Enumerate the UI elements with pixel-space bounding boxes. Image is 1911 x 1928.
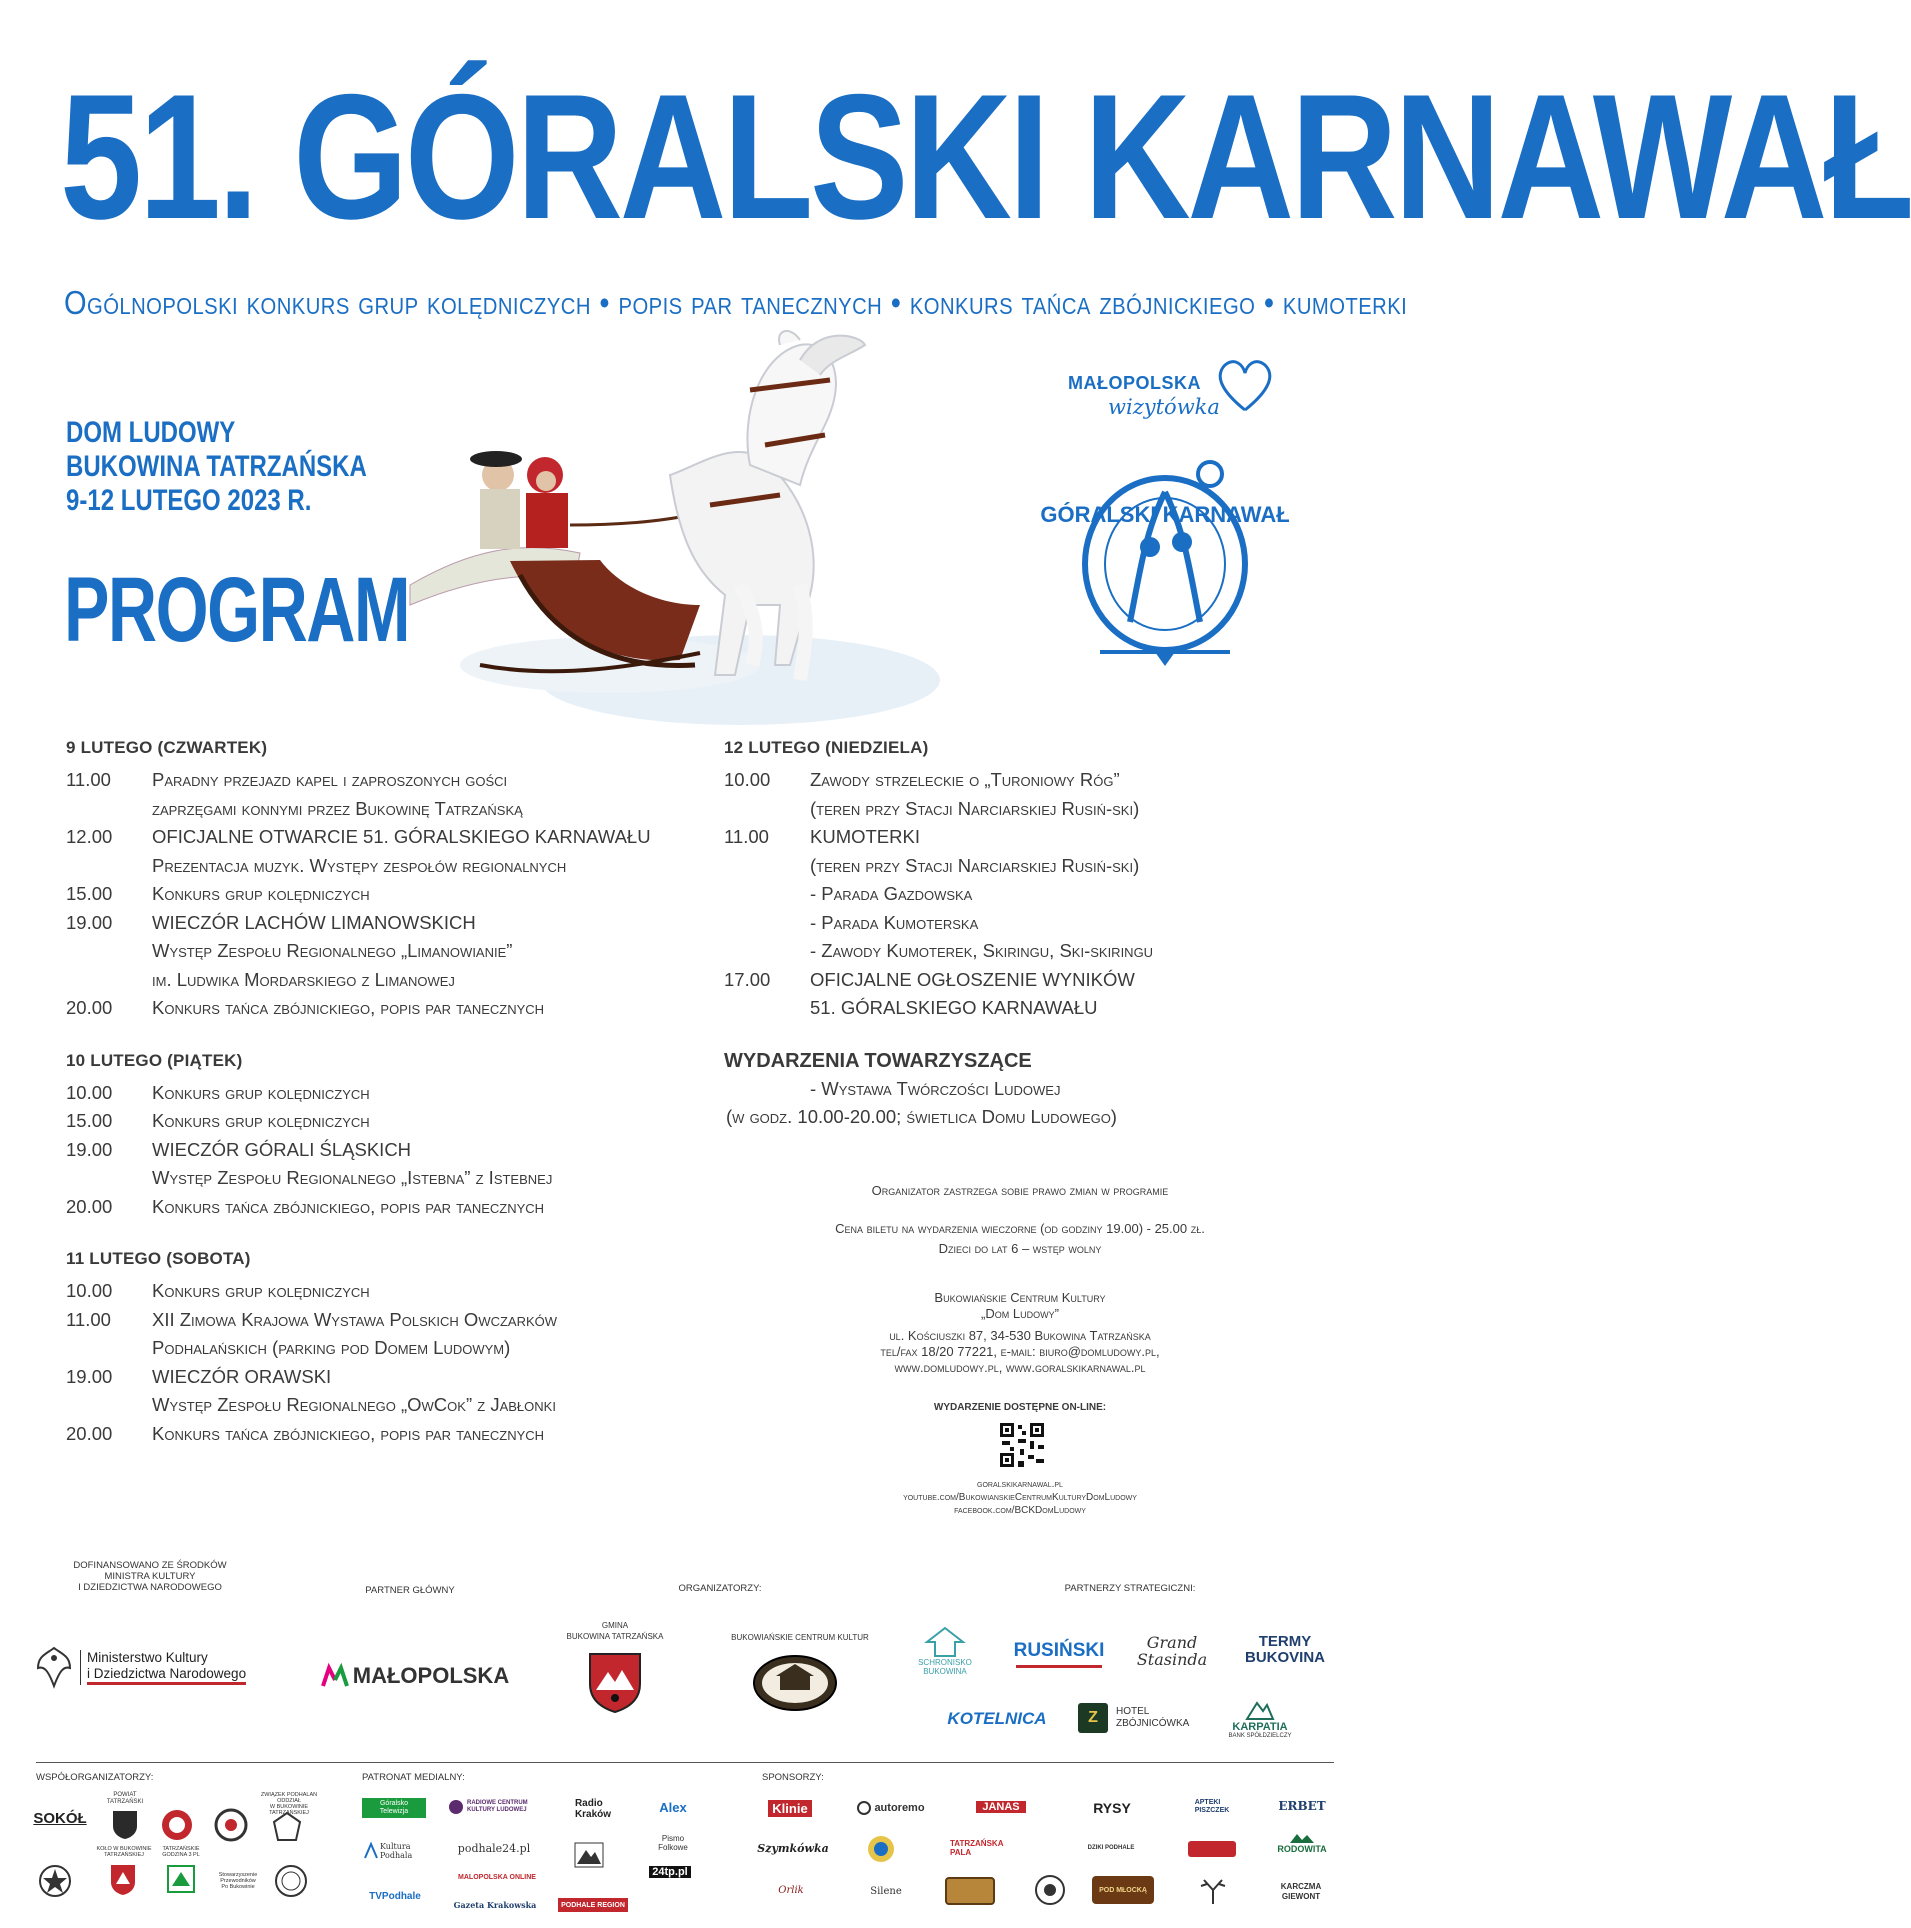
karpatia-sub-text: BANK SPÓŁDZIELCZY — [1228, 1733, 1292, 1739]
schedule-event: OFICJALNE OGŁOSZENIE WYNIKÓW 51. GÓRALSKIEGO KARNAWAŁU — [810, 968, 1135, 1018]
circle-emblem-icon — [274, 1864, 308, 1898]
schedule-time: 17.00 — [724, 968, 771, 990]
qr-code-icon[interactable] — [998, 1421, 1046, 1469]
podhale24-text: podhale24.pl — [457, 1841, 531, 1855]
alex-radio-logo — [640, 1798, 706, 1816]
tatrzanskie-text: TATRZAŃSKIE GODZINA 3 PL — [162, 1846, 200, 1858]
venue-line1: DOM LUDOWY — [66, 416, 236, 449]
schedule-time: 11.00 — [66, 769, 111, 790]
podhale-region-text: PODHALE REGION — [561, 1901, 625, 1909]
apteki-piszczek-logo — [1184, 1792, 1240, 1822]
24tp-logo — [648, 1864, 692, 1880]
schedule-event: WIECZÓR ORAWSKI Występ Zespołu Regionalnego „OwCok” z Jabłonki — [152, 1365, 556, 1415]
hotel-zbojnicowka-text: HOTEL ZBÓJNICÓWKA — [1116, 1706, 1190, 1729]
powiat-crest-icon — [112, 1810, 138, 1840]
kultura-text: Kultura Podhala — [380, 1842, 413, 1860]
schronisko-text: SCHRONISKO BUKOWINA — [918, 1658, 972, 1676]
organizers-label: ORGANIZATORZY: — [678, 1583, 762, 1594]
pod-mlocka-logo — [1092, 1876, 1154, 1904]
grand-stasinda-text: Grand Stasinda — [1136, 1633, 1208, 1669]
gmina-label: GMINA BUKOWINA TATRZAŃSKA — [566, 1621, 664, 1641]
schedule-time: 12.00 — [66, 826, 113, 847]
schedule-time: 10.00 — [66, 1081, 113, 1103]
ministry-name-line1: Ministerstwo Kultury — [87, 1649, 208, 1665]
kolo-text: KOŁO W BUKOWINIE TATRZAŃSKIEJ — [96, 1846, 152, 1858]
schronisko-icon — [925, 1626, 965, 1658]
termy-bukovina-logo — [1240, 1630, 1330, 1670]
ministry-logo — [34, 1642, 254, 1692]
schedule-row — [66, 1306, 706, 1363]
day-block-12 — [724, 738, 1314, 1023]
goralsko-tv-logo — [362, 1798, 426, 1818]
malopolska-main-logo-text: MAŁOPOLSKA — [352, 1663, 510, 1688]
schedule-time: 10.00 — [66, 1280, 113, 1301]
day-block-10 — [66, 1051, 706, 1222]
erbet-logo — [1274, 1796, 1330, 1816]
autoremo-logo — [850, 1798, 932, 1818]
schedule-time: 19.00 — [66, 1138, 113, 1160]
schedule-time: 20.00 — [66, 997, 113, 1018]
kotelnica-logo — [947, 1704, 1047, 1734]
gk-logo-text: GÓRALSKI KARNAWAŁ — [1040, 502, 1290, 527]
red-sponsor-icon — [1188, 1841, 1236, 1857]
schedule-event: Zawody strzeleckie o „Turoniowy Róg” (teren przy Stacji Narciarskiej Rusiń-ski) — [810, 769, 1140, 819]
schedule-row — [66, 1079, 706, 1108]
tvpodhale-logo — [362, 1886, 428, 1906]
goralsko-text: Góralsko Telewizja — [379, 1800, 409, 1815]
schedule-time: 19.00 — [66, 911, 113, 933]
autoremo-icon — [857, 1801, 871, 1815]
radio-krakow-text: Radio Kraków — [574, 1798, 612, 1820]
grand-stasinda-logo — [1132, 1628, 1212, 1674]
tatrzanska-pala-logo — [950, 1840, 1026, 1856]
day-title-9: 9 LUTEGO (CZWARTEK) — [66, 738, 268, 757]
malopolska-wizytowka-logo — [1060, 355, 1280, 425]
szymkowka-logo — [758, 1836, 828, 1860]
strategic-partners-label: PARTNERZY STRATEGICZNI: — [1064, 1583, 1196, 1594]
malopolska-logo-line1: MAŁOPOLSKA — [1068, 373, 1201, 393]
red-sponsor-logo — [1184, 1840, 1240, 1858]
termy-text: TERMY BUKOVINA — [1244, 1633, 1325, 1666]
giewont-text: KARCZMA GIEWONT — [1280, 1882, 1322, 1901]
online-link-site[interactable]: goralskikarnawal.pl — [977, 1479, 1063, 1490]
day-title-11: 11 LUTEGO (SOBOTA) — [66, 1249, 251, 1268]
sokol-text: SOKÓŁ — [33, 1809, 87, 1827]
main-partner-label: PARTNER GŁÓWNY — [365, 1585, 455, 1596]
bck-label: BUKOWIAŃSKIE CENTRUM KULTUR — [731, 1633, 869, 1642]
schedule-time: 19.00 — [66, 1365, 113, 1387]
alex-text: Alex — [659, 1799, 687, 1815]
sponsors-label: SPONSORZY: — [762, 1772, 824, 1783]
schedule-row — [66, 1107, 706, 1136]
janas-logo — [968, 1798, 1034, 1816]
szymkowka-text: Szymkówka — [757, 1841, 829, 1855]
venue-dates: 9-12 LUTEGO 2023 R. — [66, 484, 312, 517]
schedule-left-column — [66, 738, 706, 1448]
kotelnica-text: KOTELNICA — [947, 1709, 1047, 1728]
malopolska-m-icon — [321, 1664, 349, 1688]
erbet-text: ERBET — [1278, 1799, 1326, 1813]
schedule-row — [66, 1363, 706, 1420]
24tp-text: 24tp.pl — [649, 1866, 690, 1878]
karpatia-mountain-icon — [1245, 1697, 1275, 1721]
radio-krakow-logo — [570, 1794, 616, 1824]
schedule-row — [66, 1277, 706, 1306]
kultura-podhala-logo — [364, 1836, 424, 1866]
kids-free-text: Dzieci do lat 6 – wstęp wolny — [938, 1241, 1102, 1256]
venue-line2: BUKOWINA TATRZAŃSKA — [66, 450, 367, 483]
malopolskaonline-text: MALOPOLSKA ONLINE — [458, 1873, 536, 1881]
tvp-text: TVPodhale — [369, 1890, 421, 1902]
schedule-event: Konkurs tańca zbójnickiego, popis par tanecznych — [152, 997, 545, 1018]
wooden-sign-icon — [944, 1876, 996, 1906]
goralski-karnawal-logo — [1040, 452, 1290, 668]
program-heading: PROGRAM — [64, 559, 410, 661]
ticket-price-text: Cena biletu na wydarzenia wieczorne (od godziny 19.00) - 25.00 zł. — [835, 1221, 1205, 1236]
schedule-row — [66, 880, 706, 909]
malopolska-main-logo — [320, 1658, 510, 1694]
media-patrons-label: PATRONAT MEDIALNY: — [362, 1772, 465, 1783]
day-title-10: 10 LUTEGO (PIĄTEK) — [66, 1050, 243, 1070]
horse-sleigh-illustration — [380, 335, 940, 755]
online-link-facebook[interactable]: facebook.com/BCKDomLudowy — [954, 1505, 1086, 1516]
kultura-icon — [364, 1843, 378, 1859]
zwiazek-text: ZWIĄZEK PODHALAN ODDZIAŁ W BUKOWINIE TATRZAŃSKIEJ — [260, 1792, 318, 1816]
schedule-row — [66, 1136, 706, 1193]
sokol-logo — [34, 1804, 86, 1832]
schedule-time: 15.00 — [66, 883, 113, 904]
podhale-mountain-icon — [574, 1842, 604, 1868]
eagle-icon — [34, 1644, 74, 1690]
online-label: WYDARZENIE DOSTĘPNE ON-LINE: — [933, 1402, 1107, 1413]
antler-icon — [1196, 1876, 1230, 1906]
schedule-time: 20.00 — [66, 1195, 113, 1217]
klinie-text: Klinie — [768, 1800, 811, 1817]
malopolska-logo-line2: wizytówka — [1108, 395, 1220, 419]
schedule-row — [66, 994, 706, 1023]
malopolskaonline-logo — [454, 1870, 540, 1884]
schedule-time: 11.00 — [66, 1308, 111, 1330]
rysy-logo — [1076, 1798, 1148, 1818]
organizer-name: Bukowiańskie Centrum Kultury — [934, 1290, 1106, 1305]
zwiazek-crest-icon — [272, 1812, 302, 1842]
bck-dom-ludowy-logo — [752, 1654, 838, 1712]
rusinski-logo — [1013, 1636, 1105, 1668]
funded-label: DOFINANSOWANO ZE ŚRODKÓW MINISTRA KULTURY I DZIEDZICTWA NARODOWEGO — [73, 1560, 227, 1593]
schedule-right-column — [724, 738, 1314, 1023]
schedule-time: 20.00 — [66, 1422, 113, 1444]
schedule-event: Konkurs tańca zbójnickiego, popis par tanecznych — [152, 1195, 545, 1217]
side-events-title: WYDARZENIA TOWARZYSZĄCE — [724, 1050, 1032, 1072]
zbojnicowka-z-icon: Z — [1078, 1703, 1108, 1733]
schedule-event: KUMOTERKI (teren przy Stacji Narciarskiej Rusiń-ski) - Parada Gazdowska - Parada Kumoterska - Zawody Kumoterek, Skiringu, Ski-skiringu — [810, 826, 1154, 961]
ministry-name-line2: i Dziedzictwa Narodowego — [87, 1666, 246, 1685]
apteki-text: APTEKI PISZCZEK — [1194, 1799, 1230, 1814]
schedule-row — [66, 766, 706, 823]
schedule-event: Konkurs grup kolędniczych — [152, 1081, 370, 1103]
rck-icon — [448, 1799, 464, 1815]
schedule-row — [724, 966, 1314, 1023]
schedule-row — [66, 823, 706, 880]
schedule-event: Konkurs grup kolędniczych — [152, 1280, 370, 1301]
side-event-item: - Wystawa Twórczości Ludowej — [810, 1078, 1061, 1099]
side-event-hours: (w godz. 10.00-20.00; świetlica Domu Ludowego) — [726, 1106, 1117, 1127]
kolo-crest-icon — [110, 1864, 136, 1896]
coorganizers-label: WSPÓŁORGANIZATORZY: — [36, 1772, 154, 1783]
schedule-row — [724, 823, 1314, 966]
dziki-podhale-logo — [1080, 1838, 1142, 1858]
schedule-event: OFICJALNE OTWARCIE 51. GÓRALSKIEGO KARNAWAŁU Prezentacja muzyk. Występy zespołów regionalnych — [152, 826, 651, 876]
janas-text: JANAS — [976, 1801, 1025, 1813]
radiowe-centrum-logo — [448, 1794, 538, 1820]
colorful-badge-icon — [866, 1834, 896, 1864]
schedule-row — [724, 766, 1314, 823]
venue-block — [66, 416, 367, 518]
orlik-logo — [758, 1880, 824, 1900]
schedule-event: Konkurs grup kolędniczych — [152, 1110, 370, 1131]
karczma-giewont-logo — [1264, 1876, 1338, 1908]
schedule-time: 11.00 — [724, 826, 769, 847]
schedule-row — [66, 1193, 706, 1222]
gazeta-text: Gazeta Krakowska — [453, 1900, 537, 1910]
radiowe-text: RADIOWE CENTRUM KULTURY LUDOWEJ — [467, 1800, 528, 1813]
rodowita-icon — [1288, 1832, 1316, 1844]
karpatia-text: KARPATIA — [1232, 1721, 1288, 1733]
rodowita-logo — [1272, 1828, 1332, 1858]
schedule-row — [66, 1420, 706, 1449]
silene-logo — [856, 1880, 916, 1902]
heart-icon — [1210, 355, 1280, 415]
schedule-event: Paradny przejazd kapel i zaproszonych gości zaprzęgami konnymi przez Bukowinę Tatrzańską — [152, 769, 523, 819]
schedule-time: 10.00 — [724, 769, 771, 790]
day-block-11 — [66, 1249, 706, 1448]
podhale-region-logo — [558, 1898, 628, 1912]
event-title: 51. GÓRALSKI KARNAWAŁ — [60, 57, 1911, 256]
schedule-time: 15.00 — [66, 1110, 113, 1131]
dzikipodhale-text: DZIKI PODHALE — [1087, 1845, 1135, 1851]
karpatia-logo — [1222, 1690, 1298, 1746]
pod-mlocka-text: POD MŁOCKĄ — [1099, 1886, 1147, 1894]
online-link-youtube[interactable]: youtube.com/BukowianskieCentrumKulturyDomLudowy — [903, 1492, 1137, 1503]
orlik-text: Orlik — [778, 1884, 804, 1896]
organizer-address: ul. Kościuszki 87, 34-530 Bukowina Tatrzańska — [889, 1328, 1151, 1343]
disclaimer-text: Organizator zastrzega sobie prawo zmian w programie — [871, 1183, 1169, 1198]
day-block-9 — [66, 738, 706, 1023]
rodowita-text: RODOWITA — [1277, 1844, 1327, 1854]
rysy-text: RYSY — [1093, 1800, 1131, 1816]
round-sponsor-icon — [1034, 1874, 1066, 1906]
organizer-name-2: „Dom Ludowy” — [981, 1306, 1059, 1321]
tatrzanska-pala-text: TATRZAŃSKA PALA — [950, 1839, 1004, 1857]
day-title-12: 12 LUTEGO (NIEDZIELA) — [724, 738, 929, 757]
pismo-folkowe-logo — [648, 1830, 698, 1856]
powiat-text: POWIAT TATRZAŃSKI — [106, 1792, 144, 1805]
schedule-event: WIECZÓR GÓRALI ŚLĄSKICH Występ Zespołu Regionalnego „Istebna” z Istebnej — [152, 1138, 553, 1188]
hotel-zbojnicowka-logo — [1078, 1700, 1194, 1736]
gazeta-krakowska-logo — [452, 1898, 538, 1912]
green-crest-icon — [166, 1864, 196, 1894]
rusinski-text: RUSIŃSKI — [1013, 1639, 1105, 1661]
star-emblem-icon — [38, 1864, 72, 1898]
schedule-event: WIECZÓR LACHÓW LIMANOWSKICH Występ Zespołu Regionalnego „Limanowianie” im. Ludwika Mordarskiego z Limanowej — [152, 911, 513, 990]
pismo-text: Pismo Folkowe — [658, 1834, 688, 1852]
silene-text: Silene — [870, 1885, 902, 1897]
schedule-event: Konkurs tańca zbójnickiego, popis par tanecznych — [152, 1422, 545, 1444]
event-subtitle: Ogólnopolski konkurs grup kolędniczych • popis par tanecznych • konkurs tańca zbójnickiego • kumoterki — [64, 284, 1408, 321]
schedule-event: XII Zimowa Krajowa Wystawa Polskich Owczarków Podhalańskich (parking pod Domem Ludowym) — [152, 1308, 558, 1358]
gmina-coat-of-arms-icon — [588, 1652, 642, 1714]
red-badge-icon — [160, 1808, 194, 1842]
sponsors-divider — [36, 1762, 1334, 1763]
autoremo-text: autoremo — [874, 1802, 925, 1814]
organizer-contact: tel/fax 18/20 77221, e-mail: biuro@domludowy.pl, — [880, 1344, 1160, 1359]
klinie-logo — [762, 1796, 818, 1820]
schedule-event: Konkurs grup kolędniczych — [152, 883, 370, 904]
schedule-row — [66, 909, 706, 995]
organizer-websites[interactable]: www.domludowy.pl, www.goralskikarnawal.pl — [894, 1360, 1146, 1375]
round-emblem-icon — [214, 1808, 248, 1842]
stowarzyszenie-text: Stowarzyszenie Przewodników Po Bukowinie — [218, 1872, 258, 1890]
schronisko-bukowina-logo — [912, 1616, 978, 1686]
podhale24-logo — [456, 1838, 532, 1858]
